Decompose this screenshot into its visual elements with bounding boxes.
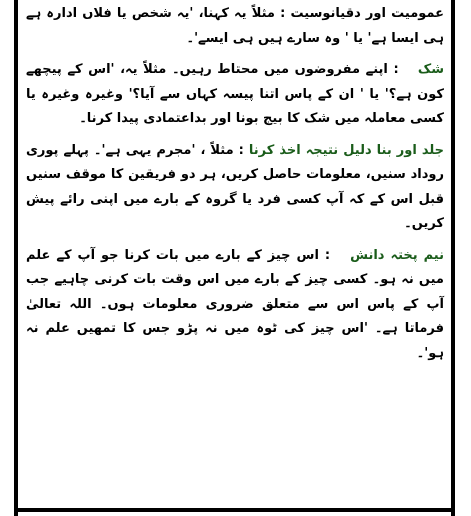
paragraph-body: : مثلاً ، 'مجرم یہی ہے'۔ پہلے پوری روداد سنیں، معلومات حاصل کریں، ہر دو فریقین کا موقف سنیں قبل اس کے کہ آپ کسی فرد یا گروہ کے بارے میں اپنی رائے پیش کریں۔: [26, 142, 444, 231]
paragraph-half-knowledge: [26, 244, 444, 367]
paragraph-hasty-conclusion: [26, 139, 444, 237]
paragraph-heading: نیم پختہ دانش: [350, 247, 444, 263]
paragraph-body: عمومیت اور دقیانوسیت : مثلاً یہ کہنا، 'یہ شخص یا فلاں ادارہ ہے ہی ایسا ہے' یا ' وہ سارے ہیں ہی ایسے'۔: [26, 6, 444, 46]
document-content: [26, 2, 444, 373]
page-border-right: [451, 0, 455, 516]
paragraph-heading: جلد اور بنا دلیل نتیجہ اخذ کرنا: [248, 142, 444, 158]
paragraph-heading: شک: [417, 62, 445, 77]
paragraph-body: : اس چیز کے بارے میں بات کرنا جو آپ کے علم میں نہ ہو۔ کسی چیز کے بارے میں اس وقت بات کرنی چاہیے جب آپ کے پاس اس سے متعلق ضروری معلومات ہوں۔ اللہ تعالیٰ فرماتا ہے۔ 'اس چیز کی ٹوہ میں نہ پڑو جس کا تمھیں علم نہ ہو'۔: [26, 247, 444, 361]
paragraph-generalization: [26, 2, 444, 51]
page-border-bottom: [14, 508, 455, 512]
page-border-left: [14, 0, 18, 516]
paragraph-doubt: [26, 58, 444, 132]
paragraph-body: : اپنے مفروضوں میں محتاط رہیں۔ مثلاً یہ، 'اس کے پیچھے کون ہے؟' یا ' ان کے پاس اتنا پیسہ کہاں سے آیا؟' وغیرہ وغیرہ یا کسی معاملہ میں شک کا بیج بونا اور بداعتمادی پیدا کرنا۔: [26, 62, 444, 126]
